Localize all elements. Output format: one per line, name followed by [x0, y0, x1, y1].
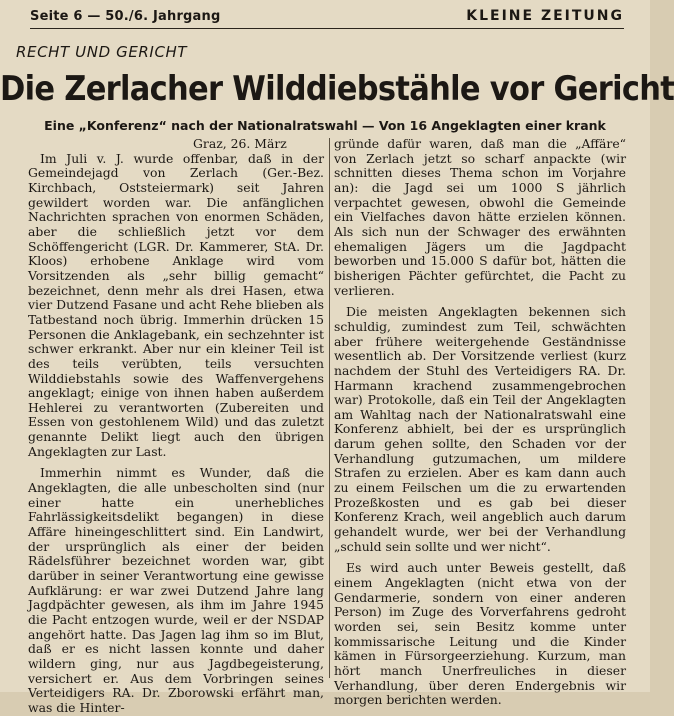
column-divider [329, 138, 330, 678]
masthead [30, 6, 624, 29]
article-column-left [28, 137, 324, 716]
article-subheadline: Eine „Konferenz“ nach der Nationalratswahl — Von 16 Angeklagten einer krank [44, 118, 606, 133]
paragraph: Immerhin nimmt es Wunder, daß die Angeklagten, die alle unbescholten sind (nur einer hatte ein unerhebliches Fahrlässigkeitsdelikt begangen) in diese Affäre hineingeschlittert sind. Ein Landwirt, der ursprünglich als einer der beiden Rädelsführer bezeichnet worden war, gibt darüber in seiner Verantwortung eine gewisse Aufklärung: er war zwei Dutzend Jahre lang Jagdpächter gewesen, als ihm im Jahre 1945 die Pacht entzogen wurde, weil er der NSDAP angehört hatte. Das Jagen lag ihm so im Blut, daß er es nicht lassen konnte und daher wildern ging, nur aus Jagdbegeisterung, versichert er. Aus dem Vorbringen seines Verteidigers RA. Dr. Zborowski erfährt man, was die Hinter- [28, 465, 324, 715]
article-headline: Die Zerlacher Wilddiebstähle vor Gericht [0, 70, 674, 110]
article-dateline: Graz, 26. März [193, 136, 287, 151]
page-info: Seite 6 — 50./6. Jahrgang [30, 9, 221, 24]
article-column-right [334, 137, 626, 708]
newspaper-name: KLEINE ZEITUNG [466, 8, 624, 24]
paragraph: Die meisten Angeklagten bekennen sich schuldig, zumindest zum Teil, schwächten aber frühere weitergehende Geständnisse wesentlich ab. Der Vorsitzende verliest (kurz nachdem der Stuhl des Verteidigers RA. Dr. Harmann krachend zusammengebrochen war) Protokolle, daß ein Teil der Angeklagten am Wahltag nach der Nationalratswahl eine Konferenz abhielt, bei der es ursprünglich darum gehen sollte, den Schaden vor der Verhandlung gutzumachen, um mildere Strafen zu erzielen. Aber es kam dann auch zu einem Feilschen um die zu erwartenden Prozeßkosten und es gab bei dieser Konferenz Krach, weil angeblich auch darum gehandelt wurde, wer bei der Verhandlung „schuld sein sollte und wer nicht“. [334, 304, 626, 554]
paragraph: Es wird auch unter Beweis gestellt, daß einem Angeklagten (nicht etwa von der Gendarmerie, sondern von einer anderen Person) im Zuge des Vorverfahrens gedroht worden sei, sein Besitz komme unter kommissarische Leitung und die Kinder kämen in Fürsorgeerziehung. Kurzum, man hört manch Unerfreuliches in dieser Verhandlung, über deren Endergebnis wir morgen berichten werden. [334, 560, 626, 708]
paragraph: Im Juli v. J. wurde offenbar, daß in der Gemeindejagd von Zerlach (Ger.-Bez. Kirchbach, Oststeiermark) seit Jahren gewildert worden war. Die anfänglichen Nachrichten sprachen von enormen Schäden, aber die schließlich jetzt vor dem Schöffengericht (LGR. Dr. Kammerer, StA. Dr. Kloos) erhobene Anklage wird vom Vorsitzenden als „sehr billig gemacht“ bezeichnet, denn mehr als drei Hasen, etwa vier Dutzend Fasane und acht Rehe blieben als Tatbestand noch übrig. Immerhin drücken 15 Personen die Anklagebank, ein sechzehnter ist schwer erkrankt. Aber nur ein kleiner Teil ist des teils verübten, teils versuchten Wilddiebstahls sowie des Waffenvergehens angeklagt; einige von ihnen haben außerdem Hehlerei zu verantworten (Zubereiten und Essen von gestohlenem Wild) und das zuletzt genannte Delikt liegt auch den übrigen Angeklagten zur Last. [28, 150, 324, 459]
section-kicker: RECHT UND GERICHT [16, 43, 188, 61]
paragraph: gründe dafür waren, daß man die „Affäre“ von Zerlach jetzt so scharf anpackte (wir schnitten dieses Thema schon im Vorjahre an): die Jagd sei um 1000 S jährlich verpachtet gewesen, obwohl die Gemeinde ein Vielfaches davon hätte erzielen können. Als sich nun der Schwager des erwähnten ehemaligen Jägers um die Jagdpacht beworben und 15.000 S dafür bot, hätten die bisherigen Pächter gefürchtet, die Pacht zu verlieren. [334, 136, 626, 298]
